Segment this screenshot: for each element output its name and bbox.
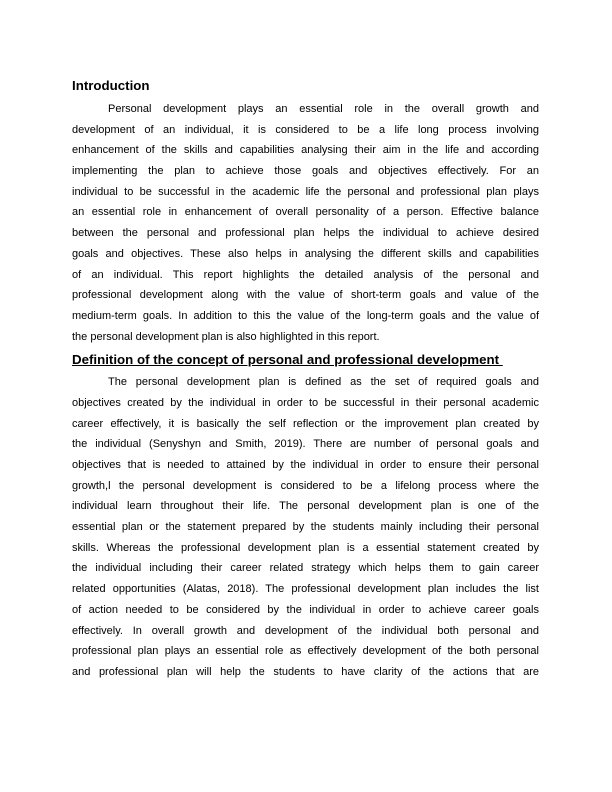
paragraph-line: development of an individual, it is considered to be a life long process involving [72, 123, 539, 136]
paragraph-line: medium-term goals. In addition to this the value of the long-term goals and the value of [72, 309, 539, 322]
paragraph-line: objectives that is needed to attained by the individual in order to ensure their personal [72, 459, 539, 471]
paragraph-line: career effectively, it is basically the self reflection or the improvement plan created by [72, 417, 539, 430]
paragraph-line: the personal development plan is also highlighted in this report. [72, 330, 380, 343]
paragraph-line: and professional plan will help the students to have clarity of the actions that are [72, 665, 539, 678]
paragraph-line: Personal development plays an essential role in the overall growth and [108, 103, 539, 115]
paragraph-line: The personal development plan is defined as the set of required goals and [108, 376, 539, 389]
paragraph-line: the individual (Senyshyn and Smith, 2019). There are number of personal goals and [72, 438, 539, 451]
paragraph-line: individual learn throughout their life. The personal development plan is one of the [72, 500, 539, 513]
paragraph-line: of action needed to be considered by the individual in order to achieve career goals [72, 603, 539, 616]
paragraph-line: growth,l the personal development is considered to be a lifelong process where the [72, 479, 539, 492]
document-page [72, 77, 539, 683]
paragraph-line: essential plan or the statement prepared by the students mainly including their personal [72, 521, 539, 534]
paragraph-line: implementing the plan to achieve those goals and objectives effectively. For an [72, 165, 539, 178]
introduction-paragraph [72, 99, 539, 347]
paragraph-line: between the personal and professional plan helps the individual to achieve desired [72, 227, 539, 240]
paragraph-line: objectives created by the individual in order to be successful in their personal academic [72, 396, 539, 409]
paragraph-line: professional development along with the value of short-term goals and value of the [72, 289, 539, 302]
paragraph-line: an essential role in enhancement of overall personality of a person. Effective balance [72, 206, 539, 219]
paragraph-line: the individual including their career related strategy which helps them to gain career [72, 562, 539, 575]
paragraph-line: enhancement of the skills and capabilities analysing their aim in the life and according [72, 144, 539, 157]
definition-paragraph [72, 372, 539, 682]
paragraph-line: related opportunities (Alatas, 2018). The professional development plan includes the list [72, 583, 539, 596]
paragraph-line: goals and objectives. These also helps in analysing the different skills and capabilities [72, 247, 539, 260]
paragraph-line: of an individual. This report highlights the detailed analysis of the personal and [72, 268, 539, 281]
paragraph-line: individual to be successful in the academic life the personal and professional plan plays [72, 185, 539, 198]
definition-heading: Definition of the concept of personal and professional development [72, 352, 503, 368]
introduction-heading: Introduction [72, 78, 150, 93]
paragraph-line: effectively. In overall growth and development of the individual both personal and [72, 624, 539, 637]
paragraph-line: professional plan plays an essential role as effectively development of the both personal [72, 645, 539, 658]
paragraph-line: skills. Whereas the professional development plan is a essential statement created by [72, 541, 539, 554]
